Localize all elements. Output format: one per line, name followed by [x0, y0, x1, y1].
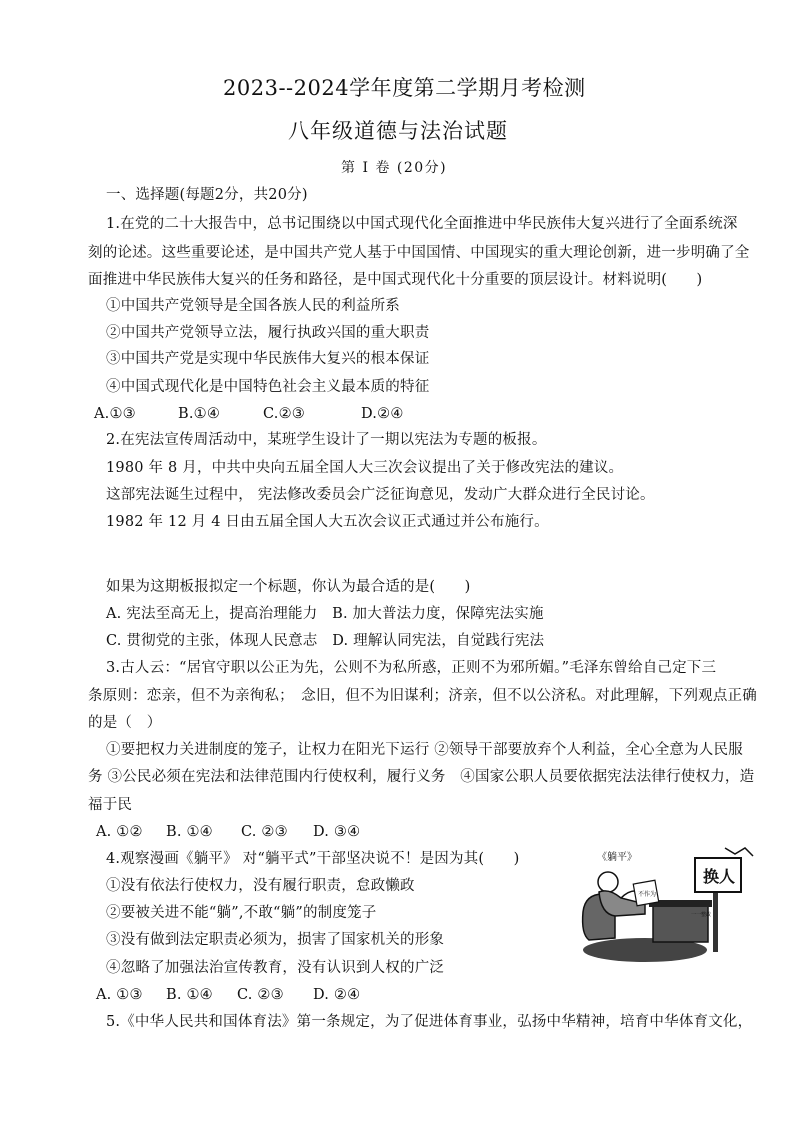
q4-item: ③没有做到法定职责必须为，损害了国家机关的形象 [106, 932, 445, 948]
cartoon-small-text: 一一整改 [691, 912, 712, 918]
q4-item: ④忽略了加强法治宣传教育，没有认识到人权的广泛 [106, 960, 445, 976]
q1-item: ④中国式现代化是中国特色社会主义最本质的特征 [106, 379, 430, 395]
q2-fact: 1980 年 8 月，中共中央向五届全国人大三次会议提出了关于修改宪法的建议。 [106, 460, 624, 476]
q2-stem: 2.在宪法宣传周活动中，某班学生设计了一期以宪法为专题的板报。 [106, 432, 547, 448]
q1-stem-line: 刻的论述。这些重要论述，是中国共产党人基于中国国情、中国现实的重大理论创新，进一步明确了全 [88, 245, 750, 261]
q4-option-a: A. ①③ [96, 987, 143, 1003]
cartoon-sign-text: 换人 [703, 867, 736, 886]
q3-option-b: B. ①④ [166, 824, 213, 840]
q3-option-a: A. ①② [96, 824, 143, 840]
cartoon-paper-text: 不作为 [638, 891, 657, 898]
q4-option-b: B. ①④ [166, 987, 213, 1003]
exam-subtitle: 八年级道德与法治试题 [288, 119, 508, 143]
q1-item: ③中国共产党是实现中华民族伟大复兴的根本保证 [106, 351, 430, 367]
q3-stem-line: 3.古人云：“居官守职以公正为先，公则不为私所惑，正则不为邪所媚。”毛泽东曾给自己定下三 [106, 660, 717, 676]
q1-option-a: A.①③ [94, 406, 136, 422]
q3-option-c: C. ②③ [241, 824, 288, 840]
q2-options-ab: A. 宪法至高无上，提高治理能力 B. 加大普法力度，保障宪法实施 [106, 606, 544, 622]
q4-option-c: C. ②③ [237, 987, 284, 1003]
q4-item: ①没有依法行使权力，没有履行职责，怠政懒政 [106, 878, 415, 894]
q3-item-line: ①要把权力关进制度的笼子，让权力在阳光下运行 ②领导干部要放弃个人利益，全心全意为人民服 [106, 742, 743, 758]
volume-label: 第 Ⅰ 卷 (20分) [341, 160, 448, 176]
q1-stem-line: 面推进中华民族伟大复兴的任务和路径，是中国式现代化十分重要的顶层设计。材料说明( ) [88, 272, 703, 288]
q1-item: ②中国共产党领导立法，履行执政兴国的重大职责 [106, 325, 430, 341]
q3-stem-line: 的是（ ） [88, 715, 162, 731]
q4-stem: 4.观察漫画《躺平》 对“躺平式”干部坚决说不！是因为其( ) [106, 851, 520, 867]
q3-stem-line: 条原则：恋亲，但不为亲徇私； 念旧，但不为旧谋利；济亲，但不以公济私。对此理解，下列观点正确 [88, 688, 757, 704]
q4-option-d: D. ②④ [313, 987, 361, 1003]
q3-item-line: 福于民 [88, 797, 133, 813]
cartoon-head [598, 872, 618, 892]
q2-fact: 这部宪法诞生过程中， 宪法修改委员会广泛征询意见，发动广大群众进行全民讨论。 [106, 487, 655, 503]
cartoon-scribble [725, 848, 753, 856]
q1-option-c: C.②③ [263, 406, 305, 422]
exam-title: 2023--2024学年度第二学期月考检测 [223, 76, 586, 100]
cartoon-title: 《躺平》 [597, 852, 637, 863]
q5-stem: 5.《中华人民共和国体育法》第一条规定，为了促进体育事业，弘扬中华精神，培育中华体育文化， [106, 1014, 753, 1030]
q2-fact: 1982 年 12 月 4 日由五届全国人大五次会议正式通过并公布施行。 [106, 514, 549, 530]
q4-item: ②要被关进不能“躺”,不敢“躺”的制度笼子 [106, 905, 377, 921]
q1-option-b: B.①④ [178, 406, 221, 422]
section-heading: 一、选择题(每题2分，共20分) [106, 187, 308, 203]
lying-flat-cartoon [575, 842, 760, 967]
q2-question: 如果为这期板报拟定一个标题，你认为最合适的是( ) [106, 579, 471, 595]
q3-item-line: 务 ③公民必须在宪法和法律范围内行使权利，履行义务 ④国家公职人员要依据宪法法律行使权力，造 [88, 769, 755, 785]
q1-item: ①中国共产党领导是全国各族人民的利益所系 [106, 298, 400, 314]
q1-option-d: D.②④ [361, 406, 404, 422]
q1-stem-line: 1.在党的二十大报告中，总书记围绕以中国式现代化全面推进中华民族伟大复兴进行了全面系统深 [106, 216, 738, 232]
q2-options-cd: C. 贯彻党的主张，体现人民意志 D. 理解认同宪法，自觉践行宪法 [106, 633, 545, 649]
q3-option-d: D. ③④ [313, 824, 361, 840]
cartoon-desk [653, 904, 708, 942]
